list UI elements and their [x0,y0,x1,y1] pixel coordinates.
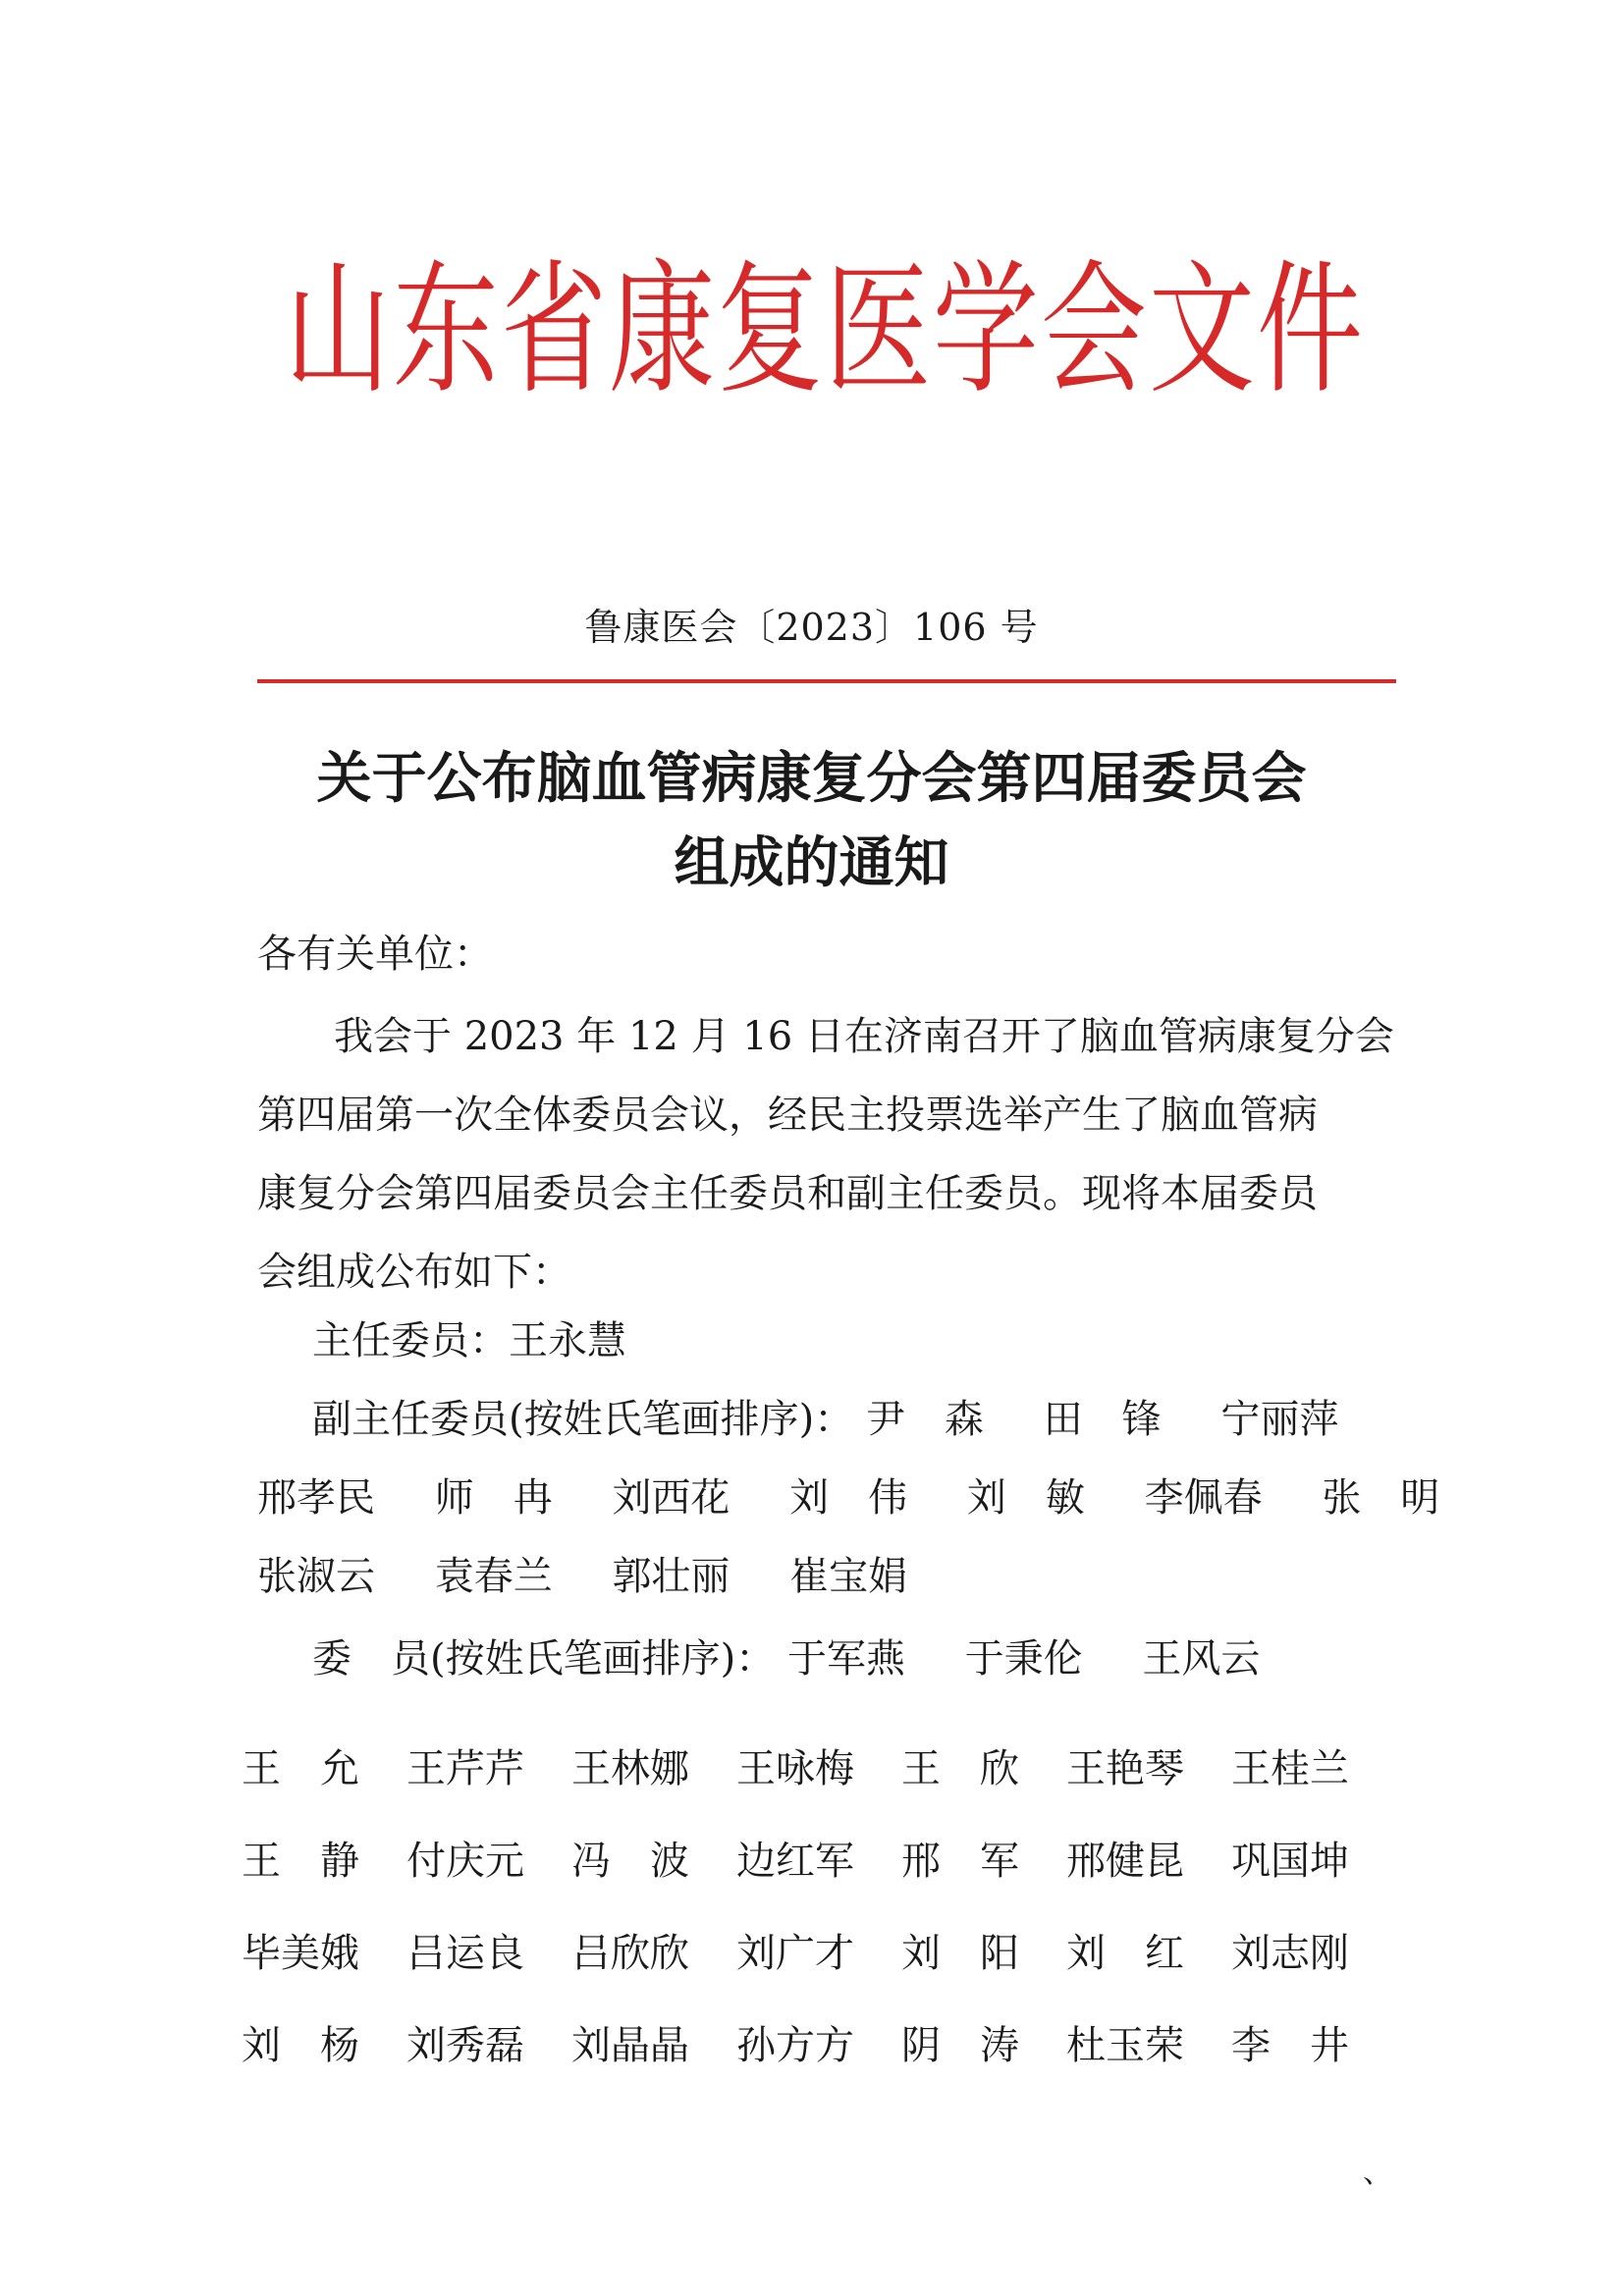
member-name: 刘秀磊 [406,2023,524,2068]
member-name: 王桂兰 [1231,1746,1349,1791]
member-name: 杜玉荣 [1066,2023,1184,2068]
body-line: 第四届第一次全体委员会议，经民主投票选举产生了脑血管病 [257,1093,1318,1138]
member-name: 王风云 [1142,1636,1261,1682]
member-name: 刘 红 [1066,1931,1184,1976]
vice-chair-name: 田 锋 [1043,1397,1162,1442]
members-line1 [257,1628,1307,1683]
vice-chair-name: 刘西花 [612,1475,730,1521]
vice-chairs-line1 [257,1388,1385,1444]
member-name: 于军燕 [786,1636,905,1682]
chair-line: 主任委员：王永慧 [312,1318,626,1363]
document-number: 鲁康医会〔2023〕106 号 [584,606,1039,649]
member-name: 王 欣 [901,1746,1019,1791]
member-name: 王艳琴 [1066,1746,1184,1791]
member-name: 刘志刚 [1231,1931,1349,1976]
member-name: 吕运良 [406,1931,524,1976]
member-name: 边红军 [736,1839,854,1884]
member-name: 于秉伦 [964,1636,1083,1682]
vice-chair-name: 李佩春 [1144,1475,1263,1521]
member-name: 吕欣欣 [571,1931,689,1976]
red-divider-line [257,679,1396,683]
member-name: 付庆元 [406,1839,524,1884]
member-name: 刘晶晶 [571,2023,689,2068]
member-name: 王 静 [242,1839,359,1884]
stray-mark: 、 [1363,2156,1392,2190]
vice-chair-name: 刘 伟 [789,1475,908,1521]
member-name: 邢 军 [901,1839,1019,1884]
body-line: 康复分会第四届委员会主任委员和副主任委员。现将本届委员 [257,1171,1318,1216]
member-name: 冯 波 [571,1839,689,1884]
vice-chair-name: 邢孝民 [257,1475,375,1521]
member-name: 孙方方 [736,2023,854,2068]
vice-chair-name: 张淑云 [257,1554,375,1599]
notice-title-line2: 组成的通知 [674,830,949,895]
member-name: 王 允 [242,1746,359,1791]
notice-title-line1: 关于公布脑血管病康复分会第四届委员会 [316,746,1307,811]
member-name: 刘 杨 [242,2023,359,2068]
member-name: 王咏梅 [736,1746,854,1791]
member-name: 毕美娥 [242,1931,359,1976]
vice-chairs-line2 [257,1467,1487,1522]
member-name: 王林娜 [571,1746,689,1791]
member-name: 阴 涛 [901,2023,1019,2068]
salutation: 各有关单位： [257,932,493,977]
vice-chair-name: 尹 森 [865,1397,984,1442]
vice-chair-name: 宁丽萍 [1220,1397,1339,1442]
body-line: 会组成公布如下： [257,1250,571,1295]
vice-chairs-line3 [257,1545,954,1601]
member-name: 李 井 [1231,2023,1349,2068]
body-paragraph [257,997,1416,1311]
members-label: 委 员(按姓氏笔画排序)： [312,1636,776,1682]
vice-chair-name: 郭壮丽 [612,1554,730,1599]
member-name: 刘 阳 [901,1931,1019,1976]
vice-chair-name: 袁春兰 [434,1554,553,1599]
vice-chair-name: 师 冉 [434,1475,553,1521]
vice-chair-name: 崔宝娟 [789,1554,908,1599]
vice-chair-name: 张 明 [1322,1475,1440,1521]
members-grid [242,1723,1400,2092]
member-name: 王芹芹 [406,1746,524,1791]
notice-title [0,736,1623,905]
body-line: 我会于 2023 年 12 月 16 日在济南召开了脑血管病康复分会 [334,1014,1394,1059]
masthead-title: 山东省康复医学会文件 [284,247,1365,414]
member-name: 巩国坤 [1231,1839,1349,1884]
member-name: 刘广才 [736,1931,854,1976]
vice-chair-name: 刘 敏 [966,1475,1085,1521]
vice-chairs-label: 副主任委员(按姓氏笔画排序)： [312,1397,854,1442]
member-name: 邢健昆 [1066,1839,1184,1884]
